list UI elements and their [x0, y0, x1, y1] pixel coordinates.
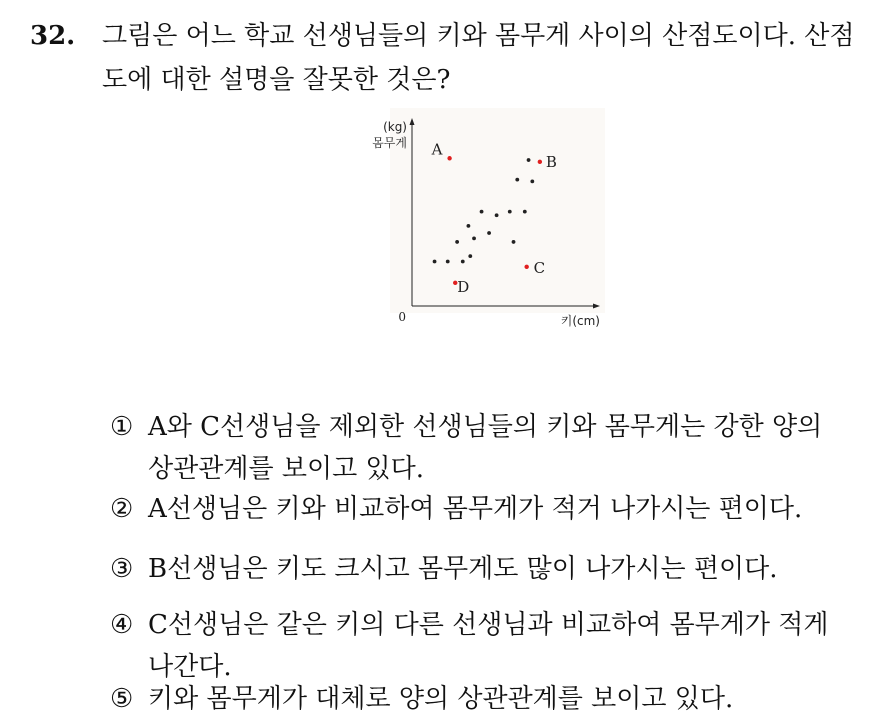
choice-3-line-1 [110, 548, 870, 590]
point-label-b: B [545, 152, 557, 171]
data-point-9 [495, 213, 499, 217]
choice-5[interactable] [110, 678, 870, 720]
choice-1-text-1: A와 C선생님을 제외한 선생님들의 키와 몸무게는 강한 양의 [148, 412, 823, 442]
data-point-14 [515, 178, 519, 182]
point-a [447, 156, 451, 160]
scatter-plot-figure [360, 108, 610, 336]
question-line-1 [30, 14, 870, 58]
choice-4-text-1: C선생님은 같은 키의 다른 선생님과 비교하여 몸무게가 적게 [148, 610, 829, 640]
choice-5-line-1 [110, 678, 870, 720]
question-text-1: 그림은 어느 학교 선생님들의 키와 몸무게 사이의 산점도이다. 산점 [102, 21, 855, 51]
point-label-c: C [533, 258, 546, 277]
data-point-13 [523, 210, 527, 214]
choice-4-mark: ④ [110, 610, 134, 640]
choice-1-line-2 [110, 448, 870, 490]
data-point-1 [433, 260, 437, 264]
choice-5-mark: ⑤ [110, 684, 134, 714]
origin-label: 0 [398, 310, 406, 324]
data-point-12 [508, 210, 512, 214]
question-line-2 [30, 58, 870, 102]
data-point-2 [446, 260, 450, 264]
data-point-16 [527, 158, 531, 162]
point-c [524, 265, 528, 269]
choice-1-line-1 [110, 406, 870, 448]
data-point-3 [461, 260, 465, 264]
point-label-a: A [431, 140, 443, 159]
question-number: 32. [30, 21, 76, 51]
choice-4-line-1 [110, 604, 870, 646]
choice-2-mark: ② [110, 494, 134, 524]
scatter-plot [360, 108, 610, 336]
data-point-8 [487, 231, 491, 235]
figure-background [390, 108, 605, 313]
data-point-10 [512, 240, 516, 244]
choice-2-line-1 [110, 488, 870, 530]
question-text-2: 도에 대한 설명을 잘못한 것은? [102, 65, 451, 95]
y-axis-unit: (kg) [383, 120, 407, 134]
data-point-6 [472, 236, 476, 240]
point-label-d: D [457, 277, 470, 296]
choice-3-text-1: B선생님은 키도 크시고 몸무게도 많이 나가시는 편이다. [148, 554, 778, 584]
choice-1[interactable] [110, 406, 870, 490]
x-axis-label: 키(cm) [560, 314, 600, 328]
choice-4-text-2: 나간다. [148, 652, 232, 682]
choice-5-text-1: 키와 몸무게가 대체로 양의 상관관계를 보이고 있다. [148, 684, 734, 714]
choice-3-mark: ③ [110, 554, 134, 584]
choice-4[interactable] [110, 604, 870, 688]
choice-1-text-2: 상관관계를 보이고 있다. [148, 454, 424, 484]
data-point-7 [467, 224, 471, 228]
point-b [538, 160, 542, 164]
choice-2-text-1: A선생님은 키와 비교하여 몸무게가 적거 나가시는 편이다. [148, 494, 803, 524]
question [30, 14, 870, 102]
choice-2[interactable] [110, 488, 870, 530]
y-axis-label: 몸무게 [372, 136, 407, 150]
data-point-5 [455, 240, 459, 244]
data-point-15 [530, 180, 534, 184]
choice-1-mark: ① [110, 412, 134, 442]
data-point-4 [468, 254, 472, 258]
data-point-11 [480, 210, 484, 214]
choice-3[interactable] [110, 548, 870, 590]
